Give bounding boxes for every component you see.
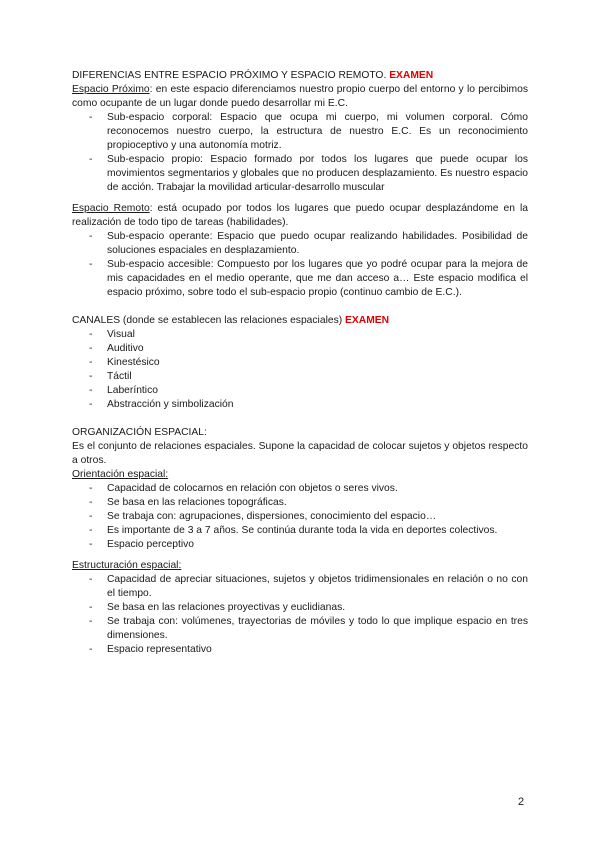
list-item: - Capacidad de apreciar situaciones, sujetos y objetos tridimensionales en relación o no con el tiempo. (72, 573, 528, 601)
list-item: - Se trabaja con: volúmenes, trayectorias de móviles y todo lo que implique espacio en tres dimensiones. (72, 615, 528, 643)
list-item: - Visual (72, 328, 528, 342)
subheading-estructuracion: Estructuración espacial: (72, 560, 182, 571)
section-title: CANALES (donde se establecen las relaciones espaciales) (72, 315, 343, 326)
list-item: - Sub-espacio operante: Espacio que puedo ocupar realizando habilidades. Posibilidad de soluciones espaciales en desplazamiento. (72, 230, 528, 258)
list-item: - Se trabaja con: agrupaciones, dispersiones, conocimiento del espacio… (72, 510, 528, 524)
bullet-list-orientacion (72, 482, 528, 552)
page-content (72, 69, 528, 657)
definition-text: : está ocupado por todos los lugares que puedo ocupar desplazándome en la realización de todo tipo de tareas (habilidades). (72, 203, 528, 228)
section-heading-espacio (72, 69, 528, 83)
bullet-list-proximo (72, 111, 528, 195)
section-heading-canales (72, 314, 528, 328)
paragraph-espacio-remoto (72, 202, 528, 230)
bullet-list-estructuracion (72, 573, 528, 657)
list-item: - Abstracción y simbolización (72, 398, 528, 412)
section-title: DIFERENCIAS ENTRE ESPACIO PRÓXIMO Y ESPACIO REMOTO. (72, 70, 387, 81)
paragraph-intro: Es el conjunto de relaciones espaciales. Supone la capacidad de colocar sujetos y objetos respecto a otros. (72, 441, 528, 466)
bullet-list-canales (72, 328, 528, 412)
list-item: - Auditivo (72, 342, 528, 356)
subheading-orientacion: Orientación espacial: (72, 469, 169, 480)
section-heading-organizacion: ORGANIZACIÓN ESPACIAL: (72, 427, 207, 438)
page-number: 2 (518, 796, 525, 808)
list-item: - Sub-espacio accesible: Compuesto por los lugares que yo podré ocupar para la mejora de mis capacidades en el medio operante, que me dan acceso a… Este espacio modifica el espacio próximo, sobre todo el sub-espacio propio (continuo cambio de E.C.). (72, 258, 528, 300)
list-item: - Laberíntico (72, 384, 528, 398)
list-item: - Capacidad de colocarnos en relación con objetos o seres vivos. (72, 482, 528, 496)
list-item: - Es importante de 3 a 7 años. Se continúa durante toda la vida en deportes colectivos. (72, 524, 528, 538)
term-espacio-proximo: Espacio Próximo (72, 84, 150, 95)
list-item: - Sub-espacio propio: Espacio formado por todos los lugares que puede ocupar los movimientos segmentarios y globales que no producen desplazamiento. Es nuestro espacio de acción. Trabajar la movilidad articular-desarrollo muscular (72, 153, 528, 195)
list-item: - Espacio representativo (72, 643, 528, 657)
bullet-list-remoto (72, 230, 528, 300)
term-espacio-remoto: Espacio Remoto (72, 203, 150, 214)
list-item: - Se basa en las relaciones topográficas. (72, 496, 528, 510)
list-item: - Kinestésico (72, 356, 528, 370)
definition-text: : en este espacio diferenciamos nuestro propio cuerpo del entorno y lo percibimos como ocupante de un lugar donde puedo desarrollar mi E.C. (72, 84, 528, 109)
exam-tag: EXAMEN (389, 70, 434, 81)
list-item: - Sub-espacio corporal: Espacio que ocupa mi cuerpo, mi volumen corporal. Cómo reconocemos nuestro cuerpo, la estructura de nuestro E.C. Es un reconocimiento propioceptivo y una autonomía motriz. (72, 111, 528, 153)
list-item: - Se basa en las relaciones proyectivas y euclidianas. (72, 601, 528, 615)
list-item: - Espacio perceptivo (72, 538, 528, 552)
exam-tag: EXAMEN (345, 315, 390, 326)
list-item: - Táctil (72, 370, 528, 384)
paragraph-espacio-proximo (72, 83, 528, 111)
